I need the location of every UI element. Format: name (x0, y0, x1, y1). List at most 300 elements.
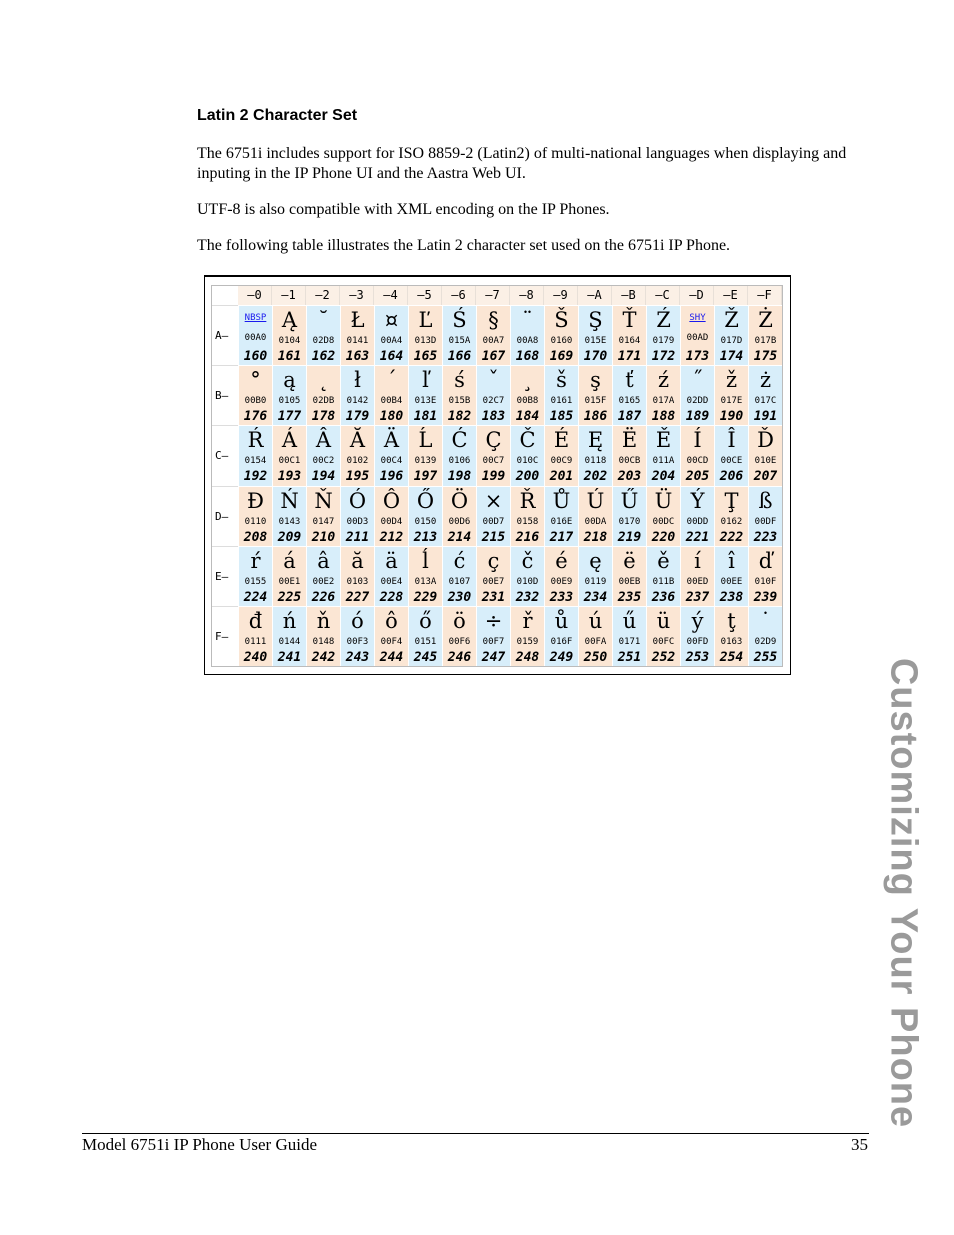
footer-guide-title: Model 6751i IP Phone User Guide (82, 1135, 317, 1154)
char-glyph: Ŕ (247, 428, 264, 453)
char-glyph: Ş (588, 308, 603, 332)
char-cell (476, 606, 510, 666)
char-glyph: ¸ (522, 368, 533, 393)
char-decimal-code: 209 (277, 529, 302, 545)
char-glyph: ˇ (488, 368, 499, 393)
char-decimal-code: 202 (583, 469, 608, 485)
char-hex-code: 0162 (720, 516, 743, 527)
char-cell (408, 425, 442, 485)
column-header: –F (748, 286, 782, 305)
char-hex-code: 00A4 (380, 336, 403, 347)
char-hex-code: 00E2 (312, 576, 335, 587)
char-cell (238, 546, 272, 606)
char-decimal-code: 223 (753, 529, 778, 545)
row-header: E– (212, 546, 238, 606)
char-hex-code: 0163 (720, 636, 743, 647)
char-hex-code: 013E (414, 396, 437, 407)
char-glyph: Ś (452, 308, 467, 332)
char-cell (374, 546, 408, 606)
char-cell (748, 486, 782, 546)
char-decimal-code: 174 (719, 349, 744, 365)
char-hex-code: 0139 (414, 456, 437, 467)
char-hex-code: 0107 (448, 576, 471, 587)
char-glyph: Ď (757, 428, 774, 453)
char-glyph: ě (657, 548, 670, 573)
char-decimal-code: 230 (447, 589, 472, 605)
row-header: B– (212, 365, 238, 425)
char-hex-code: 0170 (618, 516, 641, 527)
char-cell (340, 606, 374, 666)
char-decimal-code: 198 (447, 469, 472, 485)
char-hex-code: 00A7 (482, 336, 505, 347)
char-hex-code: 017C (754, 396, 777, 407)
char-glyph: Ó (348, 488, 367, 513)
char-hex-code: 0104 (278, 336, 301, 347)
char-cell (272, 546, 306, 606)
char-glyph: Ú (586, 488, 605, 513)
char-decimal-code: 203 (617, 469, 642, 485)
charset-table-frame (204, 275, 791, 675)
char-decimal-code: 252 (651, 649, 676, 665)
char-cell (714, 606, 748, 666)
char-decimal-code: 221 (685, 529, 710, 545)
char-cell (714, 486, 748, 546)
char-decimal-code: 197 (413, 469, 438, 485)
char-glyph: Ů (552, 488, 571, 513)
char-cell (442, 305, 476, 365)
char-glyph: Ľ (418, 308, 433, 332)
char-hex-code: 0110 (244, 516, 267, 527)
char-hex-code: 017B (754, 336, 777, 347)
char-decimal-code: 170 (583, 349, 608, 365)
char-glyph: Ü (654, 488, 673, 513)
char-cell (442, 425, 476, 485)
char-hex-code: 011A (652, 456, 675, 467)
char-glyph: ů (554, 608, 569, 633)
char-decimal-code: 248 (515, 649, 540, 665)
char-cell (748, 365, 782, 425)
char-glyph: Ć (451, 428, 468, 453)
char-hex-code: 0150 (414, 516, 437, 527)
char-cell (680, 546, 714, 606)
char-cell (442, 546, 476, 606)
column-header: –9 (544, 286, 578, 305)
char-hex-code: 0103 (346, 576, 369, 587)
char-cell (646, 365, 680, 425)
char-hex-code: 010E (754, 456, 777, 467)
char-decimal-code: 241 (277, 649, 302, 665)
char-glyph: ë (623, 548, 636, 573)
char-cell (340, 486, 374, 546)
char-decimal-code: 177 (277, 409, 302, 425)
char-glyph: Š (554, 308, 569, 332)
column-header: –1 (272, 286, 306, 305)
char-decimal-code: 233 (549, 589, 574, 605)
footer-rule (82, 1133, 869, 1134)
char-decimal-code: 161 (277, 349, 302, 365)
char-hex-code: 02D9 (754, 636, 777, 647)
column-header: –6 (442, 286, 476, 305)
char-hex-code: 0119 (584, 576, 607, 587)
char-decimal-code: 205 (685, 469, 710, 485)
char-glyph: ý (691, 608, 704, 633)
char-hex-code: 00DF (754, 516, 777, 527)
char-glyph: Á (281, 428, 298, 453)
char-decimal-code: 214 (447, 529, 472, 545)
char-glyph: Â (315, 428, 332, 453)
char-decimal-code: 167 (481, 349, 506, 365)
char-cell (476, 305, 510, 365)
char-glyph: Ä (383, 428, 400, 453)
char-glyph: î (728, 548, 735, 573)
char-cell (374, 486, 408, 546)
char-decimal-code: 235 (617, 589, 642, 605)
char-cell (612, 606, 646, 666)
char-cell (238, 486, 272, 546)
char-glyph: Đ (247, 488, 264, 513)
char-glyph: ˝ (692, 368, 703, 393)
column-header: –A (578, 286, 612, 305)
char-hex-code: 00C1 (278, 456, 301, 467)
char-decimal-code: 239 (753, 589, 778, 605)
char-glyph: ü (656, 608, 671, 633)
char-glyph: ˛ (318, 368, 329, 393)
char-hex-code: 0165 (618, 396, 641, 407)
char-decimal-code: 210 (311, 529, 336, 545)
char-hex-code: 0179 (652, 336, 675, 347)
char-decimal-code: 162 (311, 349, 336, 365)
side-chapter-title: Customizing Your Phone (882, 657, 925, 1129)
char-decimal-code: 164 (379, 349, 404, 365)
char-cell (510, 606, 544, 666)
char-hex-code: 00EB (618, 576, 641, 587)
char-hex-code: 017E (720, 396, 743, 407)
char-decimal-code: 238 (719, 589, 744, 605)
char-glyph: Ý (690, 488, 705, 513)
char-cell (306, 546, 340, 606)
char-cell (578, 546, 612, 606)
char-decimal-code: 247 (481, 649, 506, 665)
char-cell (272, 305, 306, 365)
char-hex-code: 0147 (312, 516, 335, 527)
char-glyph: Î (727, 428, 736, 453)
char-hex-code: 0160 (550, 336, 573, 347)
char-decimal-code: 175 (753, 349, 778, 365)
char-hex-code: 00CE (720, 456, 743, 467)
char-glyph: × (484, 488, 503, 513)
column-header: –2 (306, 286, 340, 305)
char-glyph: ń (282, 608, 297, 633)
char-cell (544, 365, 578, 425)
char-decimal-code: 200 (515, 469, 540, 485)
char-hex-code: 015A (448, 336, 471, 347)
char-glyph: đ (248, 608, 263, 633)
char-cell (306, 606, 340, 666)
char-hex-code: 00A8 (516, 336, 539, 347)
char-cell (340, 365, 374, 425)
char-decimal-code: 204 (651, 469, 676, 485)
char-decimal-code: 237 (685, 589, 710, 605)
char-cell (510, 425, 544, 485)
char-hex-code: 02DD (686, 396, 709, 407)
char-decimal-code: 176 (243, 409, 268, 425)
char-cell (748, 305, 782, 365)
char-decimal-code: 212 (379, 529, 404, 545)
char-hex-code: 017D (720, 336, 743, 347)
char-glyph: ľ (422, 368, 429, 393)
char-decimal-code: 187 (617, 409, 642, 425)
char-hex-code: 00CB (618, 456, 641, 467)
char-decimal-code: 160 (243, 349, 268, 365)
charset-table (211, 285, 783, 667)
char-cell (442, 365, 476, 425)
char-glyph: Ň (314, 488, 333, 513)
char-cell (748, 546, 782, 606)
column-header: –7 (476, 286, 510, 305)
footer-page-number: 35 (851, 1135, 868, 1154)
char-cell (646, 425, 680, 485)
char-glyph: ° (250, 368, 261, 393)
char-cell (408, 546, 442, 606)
char-hex-code: 00B8 (516, 396, 539, 407)
row-header: A– (212, 305, 238, 365)
char-hex-code: 010F (754, 576, 777, 587)
char-hex-code: 0106 (448, 456, 471, 467)
char-hex-code: 00F6 (448, 636, 471, 647)
char-decimal-code: 211 (345, 529, 370, 545)
char-cell (408, 305, 442, 365)
char-glyph: Ő (416, 488, 435, 513)
char-glyph: ¤ (384, 308, 399, 332)
char-cell (714, 365, 748, 425)
column-header: –B (612, 286, 646, 305)
char-glyph: ˙ (760, 608, 771, 633)
char-cell (408, 606, 442, 666)
char-cell (680, 305, 714, 365)
section-heading: Latin 2 Character Set (197, 107, 358, 124)
char-decimal-code: 166 (447, 349, 472, 365)
char-cell (374, 305, 408, 365)
char-glyph: Ł (350, 308, 365, 332)
char-cell (680, 606, 714, 666)
char-decimal-code: 188 (651, 409, 676, 425)
char-decimal-code: 213 (413, 529, 438, 545)
char-cell (578, 425, 612, 485)
char-hex-code: 013D (414, 336, 437, 347)
char-cell (408, 486, 442, 546)
char-hex-code: 0171 (618, 636, 641, 647)
char-cell (272, 486, 306, 546)
char-cell (714, 305, 748, 365)
char-glyph: Ĺ (418, 428, 433, 453)
char-cell (238, 606, 272, 666)
utf8-paragraph: UTF-8 is also compatible with XML encoding on the IP Phones. (197, 201, 610, 218)
char-decimal-code: 163 (345, 349, 370, 365)
char-hex-code: 00FA (584, 636, 607, 647)
char-decimal-code: 171 (617, 349, 642, 365)
char-glyph: Ź (656, 308, 671, 332)
char-hex-code: 00B0 (244, 396, 267, 407)
char-hex-code: 00ED (686, 576, 709, 587)
char-decimal-code: 208 (243, 529, 268, 545)
char-hex-code: 0143 (278, 516, 301, 527)
char-decimal-code: 199 (481, 469, 506, 485)
char-hex-code: 0148 (312, 636, 335, 647)
char-cell (748, 606, 782, 666)
column-header: –4 (374, 286, 408, 305)
char-decimal-code: 225 (277, 589, 302, 605)
char-cell (544, 606, 578, 666)
char-glyph: â (317, 548, 330, 573)
char-cell (612, 546, 646, 606)
char-glyph: á (283, 548, 296, 573)
row-header: D– (212, 486, 238, 546)
char-glyph: Ě (655, 428, 672, 453)
char-decimal-code: 218 (583, 529, 608, 545)
char-hex-code: 00CD (686, 456, 709, 467)
char-hex-code: 02C7 (482, 396, 505, 407)
char-cell (612, 425, 646, 485)
char-decimal-code: 178 (311, 409, 336, 425)
char-decimal-code: 236 (651, 589, 676, 605)
char-glyph: č (521, 548, 534, 573)
char-glyph: ď (758, 548, 773, 573)
char-hex-code: 015E (584, 336, 607, 347)
char-glyph: ú (588, 608, 603, 633)
char-cell (442, 486, 476, 546)
char-decimal-code: 250 (583, 649, 608, 665)
char-decimal-code: 227 (345, 589, 370, 605)
char-cell (646, 546, 680, 606)
char-hex-code: 00C7 (482, 456, 505, 467)
char-cell (374, 425, 408, 485)
char-glyph: ř (522, 608, 533, 633)
column-header: –E (714, 286, 748, 305)
char-glyph: ĺ (422, 548, 429, 573)
char-hex-code: 00A0 (244, 333, 267, 344)
char-glyph: Ç (485, 428, 502, 453)
char-glyph: ć (453, 548, 466, 573)
char-hex-code: 00F7 (482, 636, 505, 647)
char-decimal-code: 255 (753, 649, 778, 665)
char-glyph: ň (316, 608, 331, 633)
char-glyph: ç (487, 548, 500, 573)
char-hex-code: 00F4 (380, 636, 403, 647)
char-decimal-code: 222 (719, 529, 744, 545)
char-glyph: ´ (386, 368, 397, 393)
char-decimal-code: 216 (515, 529, 540, 545)
char-glyph: Ę (587, 428, 604, 453)
char-cell (646, 606, 680, 666)
char-hex-code: 00C2 (312, 456, 335, 467)
char-cell (510, 365, 544, 425)
column-header: –8 (510, 286, 544, 305)
char-cell (680, 486, 714, 546)
char-hex-code: 016E (550, 516, 573, 527)
char-cell (680, 425, 714, 485)
char-glyph: Ö (450, 488, 469, 513)
char-decimal-code: 168 (515, 349, 540, 365)
char-cell (544, 546, 578, 606)
char-decimal-code: 242 (311, 649, 336, 665)
char-glyph: ö (453, 608, 466, 633)
char-glyph: Ř (519, 488, 536, 513)
char-cell (340, 305, 374, 365)
char-decimal-code: 220 (651, 529, 676, 545)
char-glyph: Ű (620, 488, 639, 513)
char-hex-code: 00D6 (448, 516, 471, 527)
char-hex-code: 00C9 (550, 456, 573, 467)
char-hex-code: 0158 (516, 516, 539, 527)
char-glyph: ż (759, 368, 772, 393)
char-decimal-code: 253 (685, 649, 710, 665)
char-cell (646, 305, 680, 365)
column-header: –0 (238, 286, 272, 305)
column-header: –D (680, 286, 714, 305)
column-header: –5 (408, 286, 442, 305)
table-intro-paragraph: The following table illustrates the Latin 2 character set used on the 6751i IP Phone. (197, 237, 731, 254)
char-decimal-code: 206 (719, 469, 744, 485)
char-glyph: Č (519, 428, 536, 453)
char-glyph: ß (758, 488, 773, 513)
column-header: –3 (340, 286, 374, 305)
char-glyph: ź (657, 368, 670, 393)
char-glyph: ÷ (484, 608, 503, 633)
intro-paragraph: The 6751i includes support for ISO 8859-2 (Latin2) of multi-national languages when displaying and inputing in the IP Phone UI and the Aastra Web UI. (197, 145, 847, 182)
char-hex-code: 017A (652, 396, 675, 407)
char-cell (510, 486, 544, 546)
row-header: C– (212, 425, 238, 485)
char-decimal-code: 201 (549, 469, 574, 485)
char-decimal-code: 231 (481, 589, 506, 605)
char-hex-code: 0154 (244, 456, 267, 467)
char-decimal-code: 195 (345, 469, 370, 485)
char-decimal-code: 207 (753, 469, 778, 485)
char-glyph: Ă (349, 428, 366, 453)
char-decimal-code: 189 (685, 409, 710, 425)
char-glyph: ą (283, 368, 296, 393)
char-hex-code: 010C (516, 456, 539, 467)
char-cell (578, 606, 612, 666)
char-decimal-code: 169 (549, 349, 574, 365)
char-hex-code: 00B4 (380, 396, 403, 407)
char-hex-code: 00FC (652, 636, 675, 647)
char-hex-code: 00FD (686, 636, 709, 647)
char-cell (714, 425, 748, 485)
char-cell (306, 365, 340, 425)
char-cell (238, 305, 272, 365)
char-glyph: Ë (621, 428, 638, 453)
char-glyph: ó (351, 608, 364, 633)
table-corner (212, 286, 238, 305)
char-decimal-code: 183 (481, 409, 506, 425)
char-glyph: é (555, 548, 568, 573)
char-glyph: Ą (281, 308, 298, 332)
char-decimal-code: 246 (447, 649, 472, 665)
char-glyph: ş (590, 368, 601, 393)
char-decimal-code: 219 (617, 529, 642, 545)
char-cell (374, 365, 408, 425)
char-decimal-code: 224 (243, 589, 268, 605)
char-cell (612, 305, 646, 365)
char-glyph: § (488, 308, 499, 332)
char-hex-code: 00D7 (482, 516, 505, 527)
char-glyph: Ţ (724, 488, 739, 513)
char-glyph: ŕ (250, 548, 261, 573)
char-hex-code: 0102 (346, 456, 369, 467)
char-cell (612, 365, 646, 425)
char-hex-code: 00D4 (380, 516, 403, 527)
